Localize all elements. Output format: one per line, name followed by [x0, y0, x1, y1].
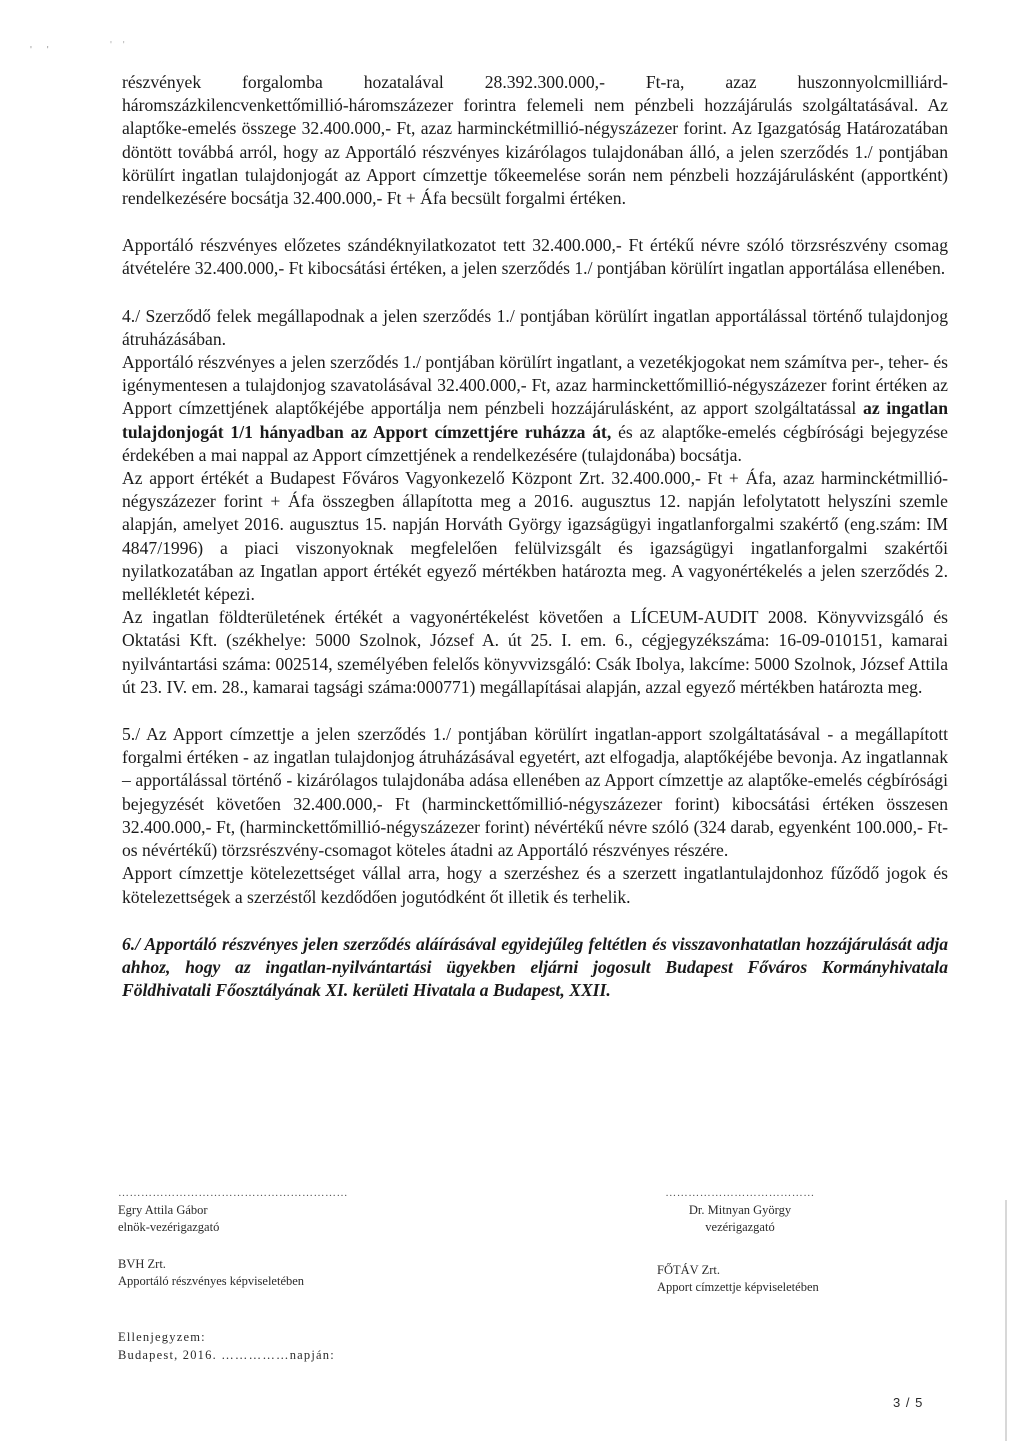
company-name: FŐTÁV Zrt.: [657, 1263, 720, 1277]
section-4-transfer-bold: az ingatlan tulajdonjogát 1/1 hányadban az Apport címzettjére ruházza át,: [122, 398, 948, 442]
signature-line: ……………………………………………………: [118, 1187, 348, 1199]
signatory-title: elnök-vezérigazgató: [118, 1220, 220, 1234]
scan-artifact: ' ': [30, 45, 55, 56]
company-name: BVH Zrt.: [118, 1257, 166, 1271]
endorsement-date-line: Budapest, 2016. ……………napján:: [118, 1348, 335, 1362]
section-4-valuation: Az apport értékét a Budapest Főváros Vagyonkezelő Központ Zrt. 32.400.000,- Ft + Áfa, azaz harminckétmillió-négyszázezer forint + Áfa összegben állapította meg a 2016. augusztus 12. napján lefolytatott helyszíni szemle alapján, amelyet 2016. augusztus 15. napján Horváth György igazságügyi ingatlanforgalmi szakértő (eng.szám: IM 4847/1996) a piaci viszonyoknak megfelelően felülvizsgált és igazságügyi ingatlanforgalmi szakértői nyilatkozatában az Ingatlan apport értékét egyező mértékben határozta meg. A vagyonértékelés a jelen szerződés 2. mellékletét képezi.: [122, 468, 948, 605]
section-5-obligation: Apport címzettje kötelezettséget vállal arra, hogy a szerzéshez és a szerzett ingatlantulajdonhoz fűződő jogok és kötelezettségek a szerzéstől kezdődően jogutódként őt illetik és terhelik.: [122, 863, 948, 907]
section-5-acceptance: 5./ Az Apport címzettje a jelen szerződés 1./ pontjában körülírt ingatlan-apport szolgáltatásával - a megállapított forgalmi értéken - az ingatlan tulajdonjog átruházásával egyetért, azt elfogadja, alaptőkéjébe bevonja. Az ingatlannak – apportálással történő - kizárólagos tulajdonába adása ellenében az Apport címzettje az alaptőke-emelés cégbírósági bejegyzését követően 32.400.000,- Ft (harminckettőmillió-négyszázezer forint) kibocsátási értéken összesen 32.400.000,- Ft, (harminckettőmillió-négyszázezer forint) névértékű névre szóló (324 darab, egyenként 100.000,- Ft-os névértékű) törzsrészvény-csomagot köteles átadni az Apportáló részvényes részére.: [122, 724, 948, 861]
paragraph-capital-increase: részvények forgalomba hozatalával 28.392.300.000,- Ft-ra, azaz huszonnyolcmilliárd-háromszázkilencvenkettőmillió-háromszázezer forintra felemeli nem pénzbeli hozzájárulás szolgáltatásával. Az alaptőke-emelés összege 32.400.000,- Ft, azaz harminckétmillió-négyszázezer forint. Az Igazgatóság Határozatában döntött továbbá arról, hogy az Apportáló részvényes kizárólagos tulajdonában álló, a jelen szerződés 1./ pontjában körülírt ingatlan tulajdonjogát az Apport címzettje tőkeemelése során nem pénzbeli hozzájárulásként (apportként) rendelkezésére bocsátja 32.400.000,- Ft + Áfa becsült forgalmi értéken.: [122, 72, 948, 209]
representation-role: Apportáló részvényes képviseletében: [118, 1274, 305, 1288]
document-body: [122, 71, 948, 1002]
signature-company-right: [657, 1262, 819, 1296]
signature-line: …………………………………: [665, 1187, 815, 1199]
endorsement-block: [118, 1328, 335, 1364]
signature-block-left: [118, 1185, 348, 1290]
section-4-land-value: Az ingatlan földterületének értékét a vagyonértékelést követően a LÍCEUM-AUDIT 2008. Könyvvizsgáló és Oktatási Kft. (székhelye: 5000 Szolnok, József A. út 25. I. em. 6., cégjegyzékszáma: 16-09-010151, kamarai nyilvántartási száma: 002514, személyében felelős könyvvizsgáló: Csák Ibolya, lakcíme: 5000 Szolnok, József Attila út 23. IV. em. 28., kamarai tagsági száma:000771) megállapításai alapján, azzal egyező mértékben határozta meg.: [122, 607, 948, 697]
page-number: 3 / 5: [893, 1395, 924, 1410]
section-4-transfer: Apportáló részvényes a jelen szerződés 1./ pontjában körülírt ingatlant, a vezetékjogokat nem számítva per-, teher- és igénymentesen a tulajdonjog szavatolásával 32.400.000,- Ft, azaz harminckettőmillió-négyszázezer forint értéken az Apport címzettjének alaptőkéjébe apportálja nem pénzbeli hozzájárulásként, az apport szolgáltatással az ingatlan tulajdonjogát 1/1 hányadban az Apport címzettjére ruházza át, és az alaptőke-emelés cégbírósági bejegyzése érdekében a mai nappal az Apport címzettjének a rendelkezésére (tulajdonába) bocsátja.: [122, 352, 948, 465]
representation-role: Apport címzettje képviseletében: [657, 1280, 819, 1294]
signatory-name: Egry Attila Gábor: [118, 1203, 208, 1217]
scan-edge-shadow: [1005, 1200, 1007, 1441]
signature-block-right: [645, 1185, 835, 1236]
section-4-intro: 4./ Szerződő felek megállapodnak a jelen szerződés 1./ pontjában körülírt ingatlan apportálással történő tulajdonjog átruházásában.: [122, 305, 948, 349]
endorsement-label: Ellenjegyzem:: [118, 1330, 206, 1344]
scan-artifact: ' ': [110, 40, 129, 51]
paragraph-declaration-of-intent: Apportáló részvényes előzetes szándéknyilatkozatot tett 32.400.000,- Ft értékű névre szóló törzsrészvény csomag átvételére 32.400.000,- Ft kibocsátási értéken, a jelen szerződés 1./ pontjában körülírt ingatlan apportálása ellenében.: [122, 235, 948, 279]
signatory-title: vezérigazgató: [705, 1220, 775, 1234]
section-6-consent: 6./ Apportáló részvényes jelen szerződés aláírásával egyidejűleg feltétlen és visszavonhatatlan hozzájárulását adja ahhoz, hogy az ingatlan-nyilvántartási ügyekben eljárni jogosult Budapest Főváros Kormányhivatala Földhivatali Főosztályának XI. kerületi Hivatala a Budapest, XXII.: [122, 933, 948, 1001]
signatory-name: Dr. Mitnyan György: [688, 1203, 792, 1217]
